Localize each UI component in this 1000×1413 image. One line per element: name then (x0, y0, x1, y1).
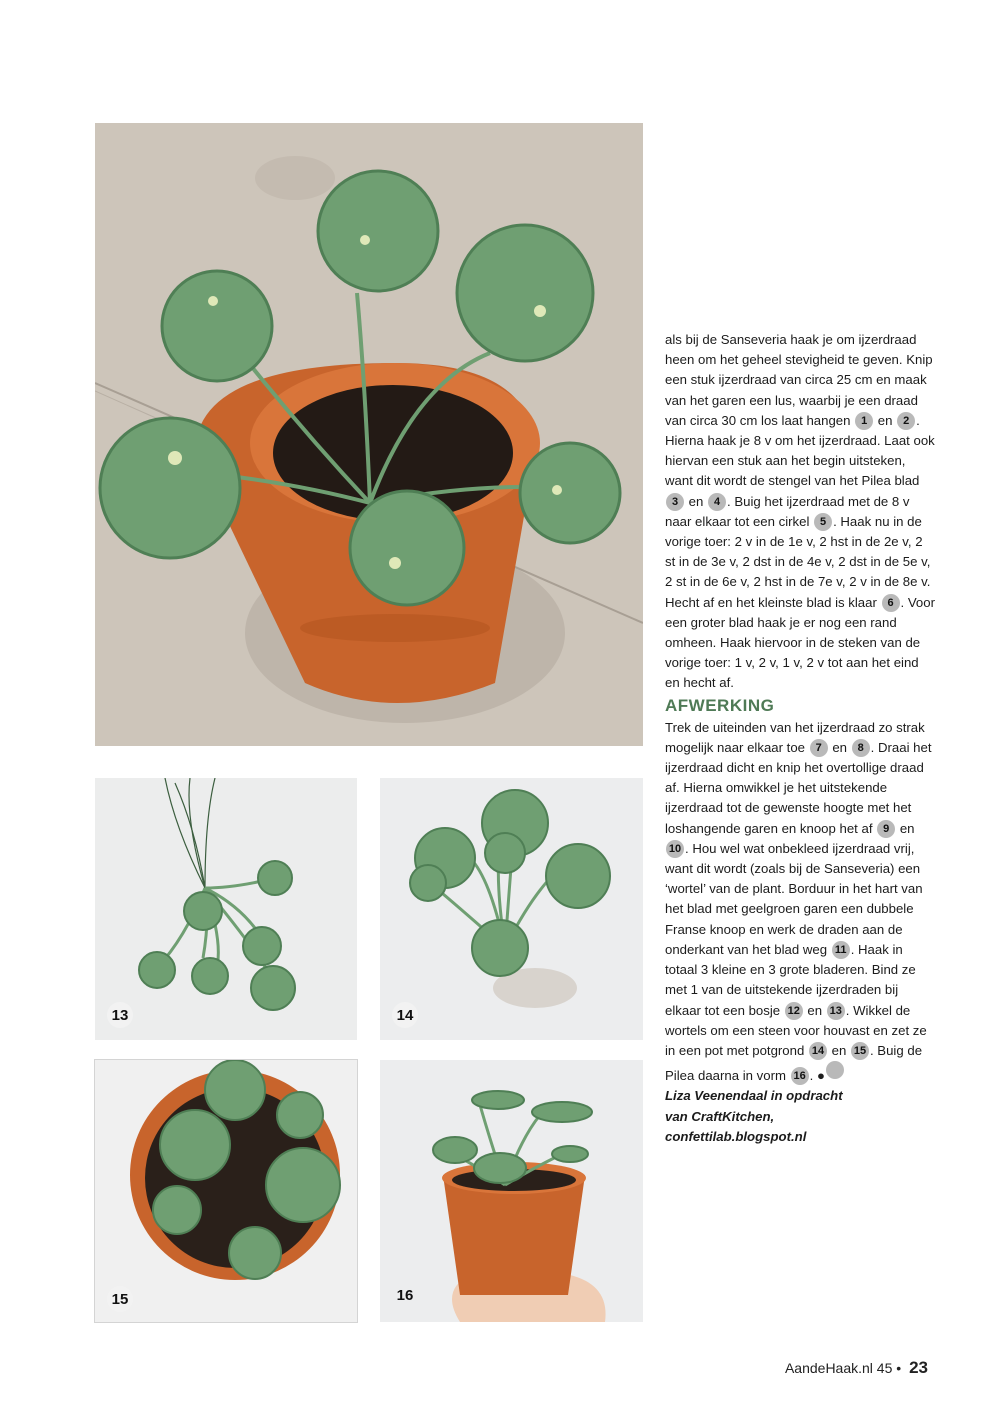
intro-paragraph (665, 330, 935, 694)
text-run: . Hierna haak je 8 v om het ijzerdraad. Laat ook hiervan een stuk aan het begin uitsteken, want dit wordt de stengel van het Pilea blad (665, 412, 935, 489)
footer-bullet: • (896, 1360, 902, 1376)
step-ref: 14 (809, 1042, 827, 1060)
finish-paragraph (665, 718, 935, 1087)
text-run: en (874, 412, 897, 428)
step-ref: 8 (852, 739, 870, 757)
step-ref: 4 (708, 493, 726, 511)
credit-line: van CraftKitchen, (665, 1108, 775, 1124)
text-run: . Buig het ijzerdraad met de 8 v naar elkaar tot een cirkel (665, 493, 910, 529)
text-run: en (828, 739, 851, 755)
text-run: . Draai het ijzerdraad dicht en knip het overtollige draad af. Hierna omwikkel je het uitstekende ijzerdraad tot de gewenste hoogte met het loshangende garen en knoop het af (665, 739, 932, 836)
step-ref: 10 (666, 840, 684, 858)
step-badge-16: 16 (396, 1286, 414, 1304)
article-text (665, 330, 935, 1147)
step-ref: 15 (851, 1042, 869, 1060)
footer-site: AandeHaak.nl 45 (784, 1360, 893, 1376)
roots-on-stone-photo (380, 778, 643, 1040)
page-number: 23 (909, 1358, 928, 1377)
potted-plant-in-hand-photo (380, 1060, 643, 1322)
text-run: . Wikkel de wortels om een steen voor houvast en zet ze in een pot met potgrond (665, 1002, 927, 1058)
credit-link[interactable]: confettilab.blogspot.nl (665, 1128, 807, 1144)
step-photo-15 (95, 1060, 357, 1322)
text-run: . Haak in totaal 3 kleine en 3 grote bladeren. Bind ze met 1 van de uitstekende ijzerdraden bij elkaar tot een bosje (665, 941, 916, 1018)
text-run: en (803, 1002, 826, 1018)
step-badge-15: 15 (107, 1286, 133, 1312)
page-footer (785, 1358, 928, 1378)
step-ref: 1 (855, 412, 873, 430)
step-badge-13: 13 (107, 1002, 133, 1028)
text-run: . Buig de Pilea daarna in vorm (665, 1042, 923, 1084)
text-run: . Hou wel wat onbekleed ijzerdraad vrij, want dit wordt (zoals bij de Sanseveria) een ‘wortel’ van de plant. Borduur in het hart van het blad met geelgroen garen een dubbele Franse knoop en werk de draden aan de onderkant van het blad weg (665, 840, 923, 957)
potted-top-view-photo (95, 1060, 357, 1322)
step-ref: 6 (882, 594, 900, 612)
step-photo-13 (95, 778, 357, 1040)
step-ref: 16 (791, 1067, 809, 1085)
section-heading: AFWERKING (665, 695, 775, 715)
text-run: en (896, 820, 915, 836)
step-ref: 3 (666, 493, 684, 511)
step-ref: 11 (832, 941, 850, 959)
step-ref: 5 (814, 513, 832, 531)
text-run: . Voor een groter blad haak je er nog een rand omheen. Haak hiervoor in de steken van de vorige toer: 1 v, 2 v, 1 v, 2 v tot aan het eind en hecht af. (665, 594, 935, 691)
step-badge-14: 14 (392, 1002, 418, 1028)
step-ref: 13 (827, 1002, 845, 1020)
text-run: Trek de uiteinden van het ijzerdraad zo strak mogelijk naar elkaar toe (665, 719, 925, 755)
main-photo (95, 123, 643, 746)
step-photo-14 (380, 778, 643, 1040)
step-ref: 12 (785, 1002, 803, 1020)
step-ref: 7 (810, 739, 828, 757)
leaves-bundle-photo (95, 778, 357, 1040)
credit-line: Liza Veenendaal in opdracht (665, 1088, 843, 1104)
text-run: . ● (809, 1068, 825, 1084)
step-ref: 9 (877, 820, 895, 838)
text-run: en (685, 493, 707, 509)
pilea-plant-photo (95, 123, 643, 746)
text-run: en (827, 1042, 850, 1058)
step-ref (826, 1061, 844, 1079)
text-run: als bij de Sanseveria haak je om ijzerdraad heen om het geheel stevigheid te geven. Knip een stuk ijzerdraad van circa 25 cm en maak van het garen een lus, waarbij je een draad van circa 30 cm los laat hangen (665, 332, 933, 428)
step-ref: 2 (897, 412, 915, 430)
step-photo-16 (380, 1060, 643, 1322)
text-run: . Haak nu in de vorige toer: 2 v in de 1e v, 2 hst in de 2e v, 2 st in de 3e v, 2 dst in de 4e v, 2 dst in de 5e v, 2 st in de 6e v, 2 hst in de 7e v, 2 v in de 8e v. Hecht af en het kleinste blad is klaar (665, 513, 931, 610)
